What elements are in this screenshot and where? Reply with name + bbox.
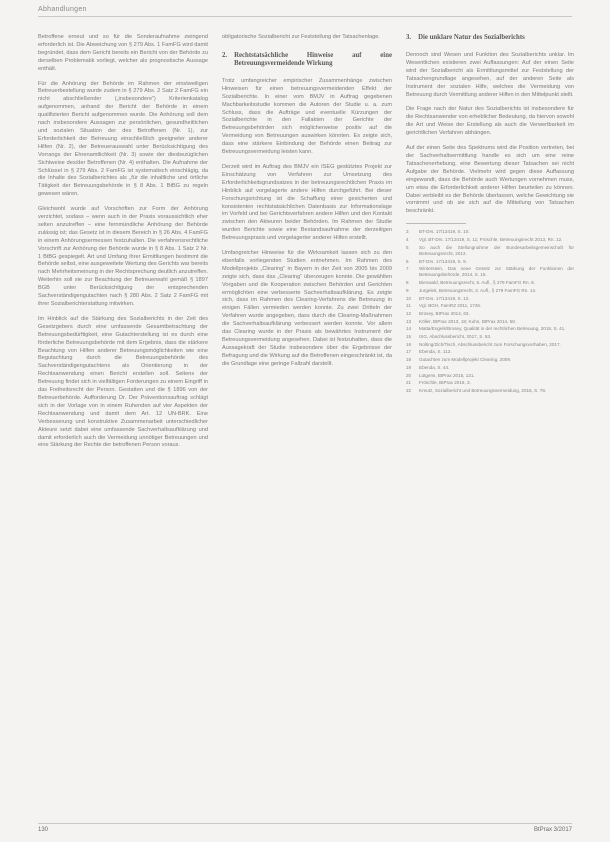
section-title: Die unklare Natur des Sozialberichts xyxy=(418,34,525,41)
footnote xyxy=(406,280,574,286)
footnote-number: 9 xyxy=(406,287,409,293)
footnote xyxy=(406,334,574,340)
running-header: Abhandlungen xyxy=(38,6,87,13)
footnote-number: 19 xyxy=(406,364,412,370)
column-3 xyxy=(406,34,574,396)
column-2 xyxy=(222,34,392,376)
footnote xyxy=(406,319,574,325)
footnote-text: Ebenda, S. 44. xyxy=(419,364,450,370)
footnote-text: Fröschle, BtPrax 2016, 3. xyxy=(419,380,471,386)
footnote-number: 22 xyxy=(406,387,412,393)
footnote-text: Ebenda, S. 112. xyxy=(419,349,452,355)
footnote xyxy=(406,245,574,257)
footnote-text: Köller, BtPrax 2013, 18; Kuhn, BtPrax 2014, 58. xyxy=(419,318,517,324)
footnote-text: Jurgeleit, Betreuungsrecht, 3. Aufl., § 279 FamFG Rn. 14. xyxy=(419,287,537,293)
footnote xyxy=(406,365,574,371)
footnotes xyxy=(406,229,574,394)
paragraph: Trotz umfangreicher empirischer Zusammenhänge zwischen Hinweisen für einen betreuungsvermeidenden Effekt der Sozialberichte. In einer vom BMJV in Auftrag gegebenen Machbarkeitsstudie kommen die Autoren der Studie u. a. zum Schluss, dass die Aufträge und eventuelle Kürzungen der Sozialberichte in den Fallakten der Gerichte der Betreuungsbehörden sich möglicherweise positiv auf die Vermeidung von Betreuungen auswirken könnten. Es zeigte sich, dass eine stärkere Einbindung der Behörde einen Beitrag zur Betreuungsvermeidung leisten kann. xyxy=(222,77,392,156)
section-heading xyxy=(222,52,392,68)
footnote-text: ISG, Abschlussbericht, 2017, S. 53. xyxy=(419,334,492,340)
footnote-text: Lütgens, BtPrax 2015, 131. xyxy=(419,372,475,378)
footnote-number: 7 xyxy=(406,266,409,272)
column-1 xyxy=(38,34,208,457)
footnote-text: BT-Drs. 17/13419, S. 12. xyxy=(419,295,470,301)
footnote-number: 5 xyxy=(406,244,409,250)
paragraph: Im Hinblick auf die Stärkung des Sozialberichts in der Zeit des Gesetzgebers durch eine umfassende Gesamtbetrachtung der Betreuungsbedürftigkeit, eine Gutachterstellung ist es durch eine förderliche Betreuungsbehörde mit dem Ergebnis, dass die stärkere Beachtung von Hilfen anderer Betreuungsmöglichkeiten wie eine Begutachtung durch die Betreuungsbehörde des Sachverständigengutachtens als Orientierung in der Rechtsanwendung einen Bericht erstellen soll. Seitens der Betreuung findet sich in vielfältigen Forderungen zu einem Eingriff in das Freiheitsrecht der Person. Gestatten und die § 1896 von der Betreuerbehörde. Aufforderung Dr. Der Präventionsauftrag schlägt sich in der Vorlage von in einem Ruhenden auf vier Aspekten der Rechtsanwendung und damit dem Art. 12 UN-BRK. Eine Verbesserung und konstruktive Zusammenarbeit unterschiedlicher Akteure setzt dabei eine umfassende Sachverhaltsaufklärung und damit erforderlich auch die Vermeidung unnötiger Betreuungen und eine Stärkung der Rechte der betroffenen Person voraus. xyxy=(38,315,208,449)
footnote-text: Winterstein, Das neue Gesetz zur Stärkung der Funktionen der Betreuungsbehörde, 2014, S. 15. xyxy=(419,266,574,278)
footnote xyxy=(406,296,574,302)
footnote-text: Bienwald, Betreuungsrecht, 6. Aufl., § 279 FamFG Rn. 8. xyxy=(419,280,535,286)
footnote xyxy=(406,288,574,294)
paragraph: Gleichwohl wurde auf Vorschriften zur Form der Anhörung verzichtet, sodass – wenn auch in der Praxis voraussichtlich eher selten anzutreffen – eine fernmündliche Anhörung der Behörde zulässig ist; das Gesetz ist in diesem Bereich in § 26 Abs. 4 FamFG in einem Anhörungsermessen festzuhalten. Die verfahrensrechtliche Vorschrift zur Anhörung der Behörde wurde in § 8 Abs. 1 Satz 2 Nr. 1 BtBG gespiegelt. Art und Umfang ihrer Ermittlungen bestimmt die Behörde selbst, eine ausgeweitete Wertung des Gerichts war bereits nach Mehrheitsmeinung in der Rechtsprechung deutlich anzutreffen. Weiterhin soll sie zur Beachtung der Betreuerwahl gemäß § 1897 BGB unter Berücksichtigung der entsprechenden Sachverständigengutachten nach § 280 Abs. 2 Satz 2 FamFG mit ihrer Sozialberichterstattung mitwirken. xyxy=(38,206,208,307)
footnote-number: 10 xyxy=(406,295,412,301)
footnote-text: Kreutz, Sozialbericht und Betreuungsvermeidung, 2016, S. 78. xyxy=(419,387,547,393)
footnote-number: 4 xyxy=(406,236,409,242)
footnote-number: 16 xyxy=(406,341,412,347)
footnote-text: Matta/Engels/Brosey, Qualität in der rechtlichen Betreuung, 2018, S. 41. xyxy=(419,326,566,332)
footnote-text: Nolting/Zich/Tisch, Abschlussbericht zum Forschungsvorhaben, 2017. xyxy=(419,341,561,347)
footnote-text: Gutachten zum Modellprojekt Clearing, 2009. xyxy=(419,357,512,363)
footnote xyxy=(406,342,574,348)
footnote-number: 17 xyxy=(406,349,412,355)
paragraph: Betroffene erneut und so für die Sonderaufnahme zwingend erforderlich ist. Die Abweichung von § 279 Abs. 1 FamFG wird damit begründet, dass dem Gericht bereits ein Bericht von der Behörde zu derselben Problematik vorliegt, welcher als prognostische Aussage enthält. xyxy=(38,34,208,72)
footnote-number: 20 xyxy=(406,372,412,378)
footnote-number: 14 xyxy=(406,326,412,332)
paragraph: Derzeit wird im Auftrag des BMJV ein ISEG gestütztes Projekt zur Einschätzung von Verfahren zur Umsetzung des Erforderlichkeitsgrundsatzes in der betreuungsrechtlichen Praxis im Hinblick auf vorgelagerte andere Hilfen durchgeführt. Bei dieser Forschungsrichtung ist die Schaffung einer gesicherten und konsistenten rechtstatsächlichen Datenbasis zur Informationslage im Vorfeld und bei Gerichtsverfahren andere Hilfen und den Kontakt zwischen den Akteuren beider Behörden. Im Rahmen der Studie wurden Berichte sowie eine Bestandsaufnahme der derzeitigen Betreuungspraxis und vorgelagerter anderer Hilfen erstellt. xyxy=(222,163,392,242)
footnote xyxy=(406,303,574,309)
footnote-number: 3 xyxy=(406,229,409,235)
paragraph: obligatorische Sozialbericht zur Feststellung der Tatsachenlage. xyxy=(222,34,380,40)
footnote-text: BT-Drs. 17/13419, S. 9. xyxy=(419,258,468,264)
footnote-number: 11 xyxy=(406,303,411,309)
section-number: 2. xyxy=(222,51,228,59)
footnote xyxy=(406,229,574,235)
footnote-text: Vgl. BGH, FamRZ 2011, 1726. xyxy=(419,303,482,309)
footnote-number: 13 xyxy=(406,318,412,324)
footnote xyxy=(406,259,574,265)
footnote-number: 12 xyxy=(406,310,412,316)
footnote xyxy=(406,380,574,386)
section-number: 3. xyxy=(406,34,412,41)
footnote xyxy=(406,357,574,363)
footnote xyxy=(406,237,574,243)
footnote-number: 15 xyxy=(406,334,412,340)
footnote xyxy=(406,326,574,332)
footer-rule xyxy=(38,823,572,824)
footnote xyxy=(406,373,574,379)
footnote-text: BT-Drs. 17/13419, S. 10. xyxy=(419,229,470,235)
section-heading xyxy=(406,34,574,42)
footnote-text: Vgl. BT-Drs. 17/13419, S. 11; Fröschle, Betreuungsrecht 2013, Rn. 12. xyxy=(419,236,563,242)
journal-issue: BtPrax 3/2017 xyxy=(533,827,572,833)
footnote-number: 6 xyxy=(406,258,409,264)
paragraph: Die Frage nach der Natur des Sozialberichts ist insbesondere für die Rechtsanwender von erheblicher Bedeutung, da hiervon sowohl die Art und Weise der Erstellung als auch die Verwertbarkeit im gerichtlichen Verfahren abhängen. xyxy=(406,106,574,137)
footnote xyxy=(406,388,574,394)
footnote-number: 18 xyxy=(406,357,412,363)
paragraph: Dennoch sind Wesen und Funktion des Sozialberichts unklar. Im Wesentlichen existieren zwei Auffassungen: Auf der einen Seite wird der Sozialbericht als Ermittlungsmittel zur Feststellung der Tatsachengrundlage angesehen, auf der anderen Seite als Instrument der sozialen Hilfe, welches die Vermeidung von Betreuung durch Vermittlung anderer Hilfen in den Mittelpunkt stellt. xyxy=(406,52,574,98)
footnote-text: So auch die Stellungnahme der Bundesarbeitsgemeinschaft für Betreuungsrecht, 2013. xyxy=(419,244,574,256)
paragraph: Auf der einen Seite des Spektrums wird die Position vertreten, bei der Sachverhaltsermittlung handle es sich um eine reine Tatsachenerhebung, eine Bewertung dieser Tatsachen sei nicht Aufgabe der Behörde. Vielmehr wird gegen diese Auffassung eingewandt, dass die Behörde auch Wertungen vornehmen muss, um etwa die Erforderlichkeit anderer Hilfen beurteilen zu können. Dabei verbleibt es der Behörde überlassen, welche Gewichtung sie vornimmt und ob sie sich auf die Mitteilung von Tatsachen beschränkt. xyxy=(406,145,574,215)
page-number: 130 xyxy=(38,827,49,833)
footnote-rule xyxy=(406,223,466,224)
footnote xyxy=(406,311,574,317)
footnote-number: 21 xyxy=(406,380,412,386)
paragraph: Umfangreicher Hinweise für die Wirksamkeit lassen sich zu den ebenfalls vorliegenden Studien entnehmen. Im Rahmen des Modellprojekts „Clearing“ in Bayern in der Zeit von 2005 bis 2009 zeigte sich, dass das „Clearing“ überzeugen konnte. Die gewählten Vorgaben und die Kooperation zwischen Behörden und Gerichten ermöglichten eine verbesserte Sachverhaltsaufklärung. Es zeigte sich, dass im Rahmen des Clearing-Verfahrens die Betreuung in einigen Fällen vermieden werden konnte. Zu zwei Dritteln der Verfahren wurde angegeben, dass durch die Clearing-Maßnahmen die Sachverhaltsaufklärung verbessert werden konnte. Vor allem das Clearing wurde in der Praxis als bewährtes Instrument der Betreuungsvermeidung angesehen. Dabei ist festzuhalten, dass die Aussagekraft der Studie insbesondere über die Ergebnisse der Befragung und die Wirkung auf die Betroffenen eingeschränkt ist, da die Grundlage eine geringe Fallzahl darstellt. xyxy=(222,250,392,367)
footnote xyxy=(406,266,574,278)
paragraph: Für die Anhörung der Behörde im Rahmen der einstweiligen Betreuerbestellung wurde zudem in § 279 Abs. 2 Satz 2 FamFG ein nicht abschließender („insbesondere“) Kriterienkatalog aufgenommen, anhand der Bericht der Behörde in einem qualifizierten Bericht aufgenommen wurde. Die Anhörung soll dem nach insbesondere Aussagen zur persönlichen, gesundheitlichen und sozialen Situation der des Betroffenen (Nr. 1), zur Erforderlichkeit der Betreuung einschließlich geeigneter anderer Hilfen (Nr. 2), der Betreuerauswahl unter Berücksichtigung des Vorrangs der Ehrenamtlichkeit (Nr. 3) sowie der diesbezüglichen Sichtweise des/der Betroffenen (Nr. 4) enthalten. Die Aufnahme der Schlüssel in § 279 Abs. 2 FamFG ist systematisch einschlägig, da die Inhalte des Sozialberichtes als „für die inhaltliche und örtliche Tätigkeit der Betreuungsbehörde in § 8 Abs. 1 BtBG zu regeln gewesen wären. xyxy=(38,80,208,198)
footnote-number: 8 xyxy=(406,280,409,286)
header-rule xyxy=(38,16,572,17)
section-title: Rechtstatsächliche Hinweise auf eine Betreuungsvermeidende Wirkung xyxy=(234,51,392,67)
footnote xyxy=(406,349,574,355)
footnote-text: Brosey, BtPrax 2014, 63. xyxy=(419,310,470,316)
